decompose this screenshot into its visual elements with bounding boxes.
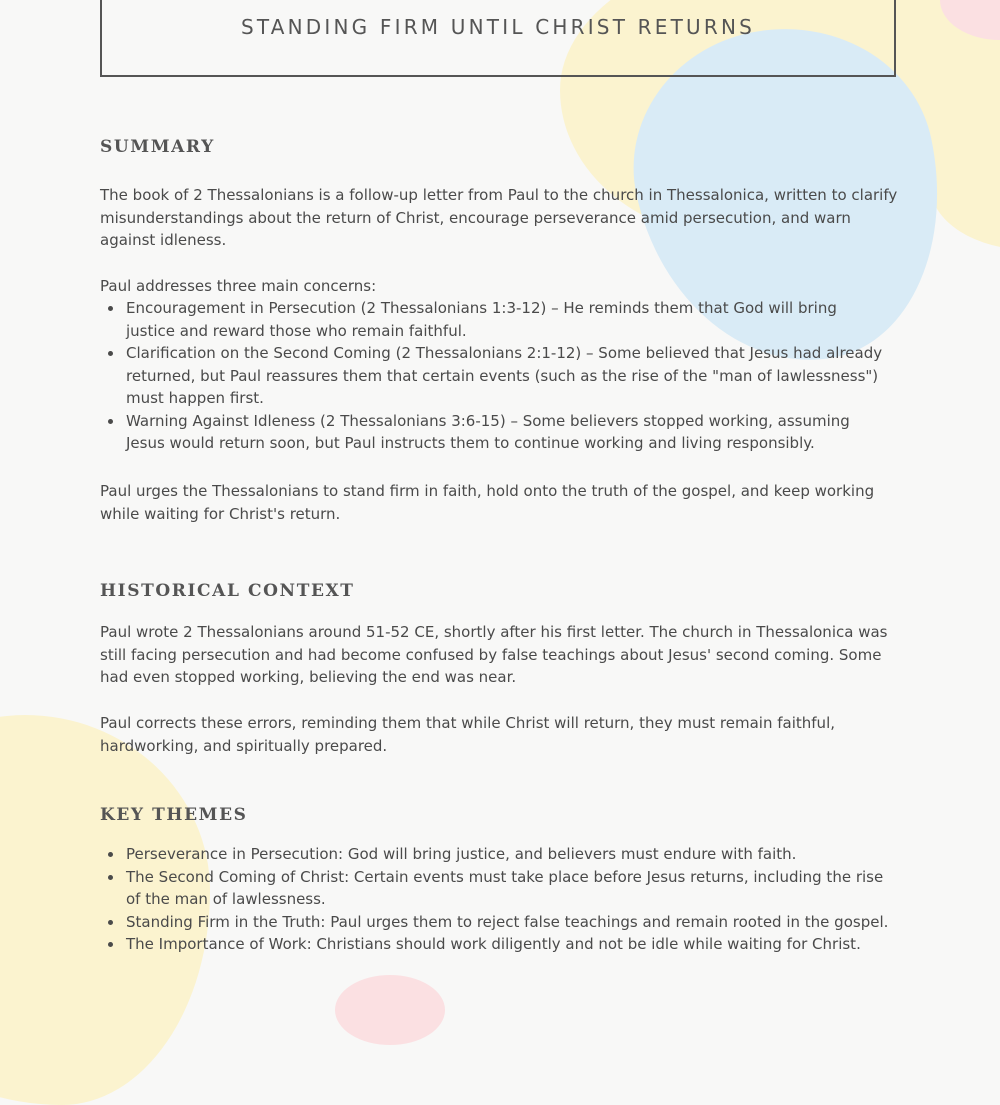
- historical-paragraph-2: Paul corrects these errors, reminding them that while Christ will return, they must remain faithful, hardworking, and spiritually prepared.: [100, 714, 835, 755]
- list-item: Perseverance in Persecution: God will bring justice, and believers must endure with faith.: [100, 843, 890, 866]
- list-item: Warning Against Idleness (2 Thessalonians 3:6-15) – Some believers stopped working, assuming Jesus would return soon, but Paul instructs them to continue working and living responsibly.: [100, 410, 890, 455]
- page-title: STANDING FIRM UNTIL CHRIST RETURNS: [240, 15, 756, 39]
- list-item: The Second Coming of Christ: Certain events must take place before Jesus returns, including the rise of the man of lawlessness.: [100, 866, 890, 911]
- list-item: Encouragement in Persecution (2 Thessalonians 1:3-12) – He reminds them that God will bring justice and reward those who remain faithful.: [100, 297, 890, 342]
- list-item: The Importance of Work: Christians should work diligently and not be idle while waiting for Christ.: [100, 933, 890, 956]
- decorative-pink-blob-bottom: [335, 975, 445, 1045]
- title-box: [100, 0, 896, 77]
- key-themes-list: [100, 843, 890, 956]
- summary-closing: Paul urges the Thessalonians to stand firm in faith, hold onto the truth of the gospel, and keep working while waiting for Christ's return.: [100, 482, 875, 523]
- list-item: Standing Firm in the Truth: Paul urges them to reject false teachings and remain rooted in the gospel.: [100, 911, 890, 934]
- key-themes-heading: KEY THEMES: [100, 805, 248, 825]
- list-item: Clarification on the Second Coming (2 Thessalonians 2:1-12) – Some believed that Jesus had already returned, but Paul reassures them that certain events (such as the rise of the "man of lawlessness") must happen first.: [100, 342, 890, 410]
- summary-lead: Paul addresses three main concerns:: [100, 277, 377, 295]
- historical-paragraph-1: Paul wrote 2 Thessalonians around 51-52 CE, shortly after his first letter. The church in Thessalonica was still facing persecution and had become confused by false teachings about Jesus' second coming. Some had even stopped working, believing the end was near.: [100, 623, 888, 686]
- historical-context-heading: HISTORICAL CONTEXT: [100, 581, 355, 601]
- summary-concerns-list: [100, 297, 890, 455]
- summary-heading: SUMMARY: [100, 137, 215, 157]
- summary-intro: The book of 2 Thessalonians is a follow-up letter from Paul to the church in Thessalonica, written to clarify misunderstandings about the return of Christ, encourage perseverance amid persecution, and warn against idleness.: [100, 186, 898, 249]
